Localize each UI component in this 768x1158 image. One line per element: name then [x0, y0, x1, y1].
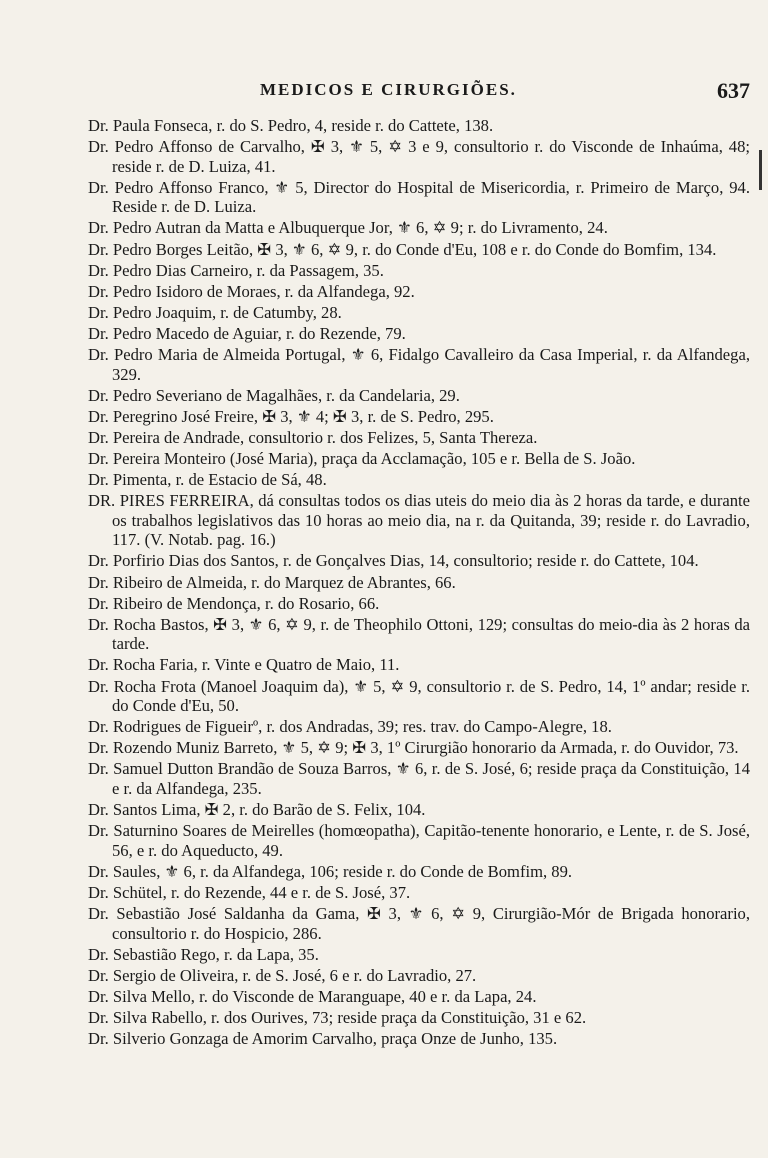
list-item: Dr. Rocha Faria, r. Vinte e Quatro de Maio, 11. — [88, 655, 400, 675]
list-item: Dr. Pedro Affonso Franco, ⚜ 5, Director do Hospital de Misericordia, r. Primeiro de Março, 94. Reside r. de D. Luiza. — [88, 177, 750, 217]
running-head: MEDICOS E CIRURGIÕES. — [260, 80, 517, 99]
list-item: Dr. Schütel, r. do Rezende, 44 e r. de S. José, 37. — [88, 882, 411, 902]
page-number: 637 — [717, 78, 750, 103]
list-item: Dr. Saturnino Soares de Meirelles (homœopatha), Capitão-tenente honorario, e Lente, r. de S. José, 56, e r. do Aqueducto, 49. — [88, 821, 750, 860]
list-item: Dr. Silva Mello, r. do Visconde de Maranguape, 40 e r. da Lapa, 24. — [88, 986, 537, 1006]
list-item: Dr. Pedro Joaquim, r. de Catumby, 28. — [88, 302, 342, 322]
list-item: Dr. Rozendo Muniz Barreto, ⚜ 5, ✡ 9; ✠ 3, 1º Cirurgião honorario da Armada, r. do Ouvidor, 73. — [88, 738, 739, 758]
list-item: Dr. Pedro Severiano de Magalhães, r. da Candelaria, 29. — [88, 385, 460, 405]
list-item: Dr. Pereira de Andrade, consultorio r. dos Felizes, 5, Santa Thereza. — [88, 427, 538, 447]
list-item: Dr. Pedro Isidoro de Moraes, r. da Alfandega, 92. — [88, 281, 415, 301]
list-item: Dr. Rocha Bastos, ✠ 3, ⚜ 6, ✡ 9, r. de Theophilo Ottoni, 129; consultas do meio-dia às 2 horas da tarde. — [88, 614, 750, 654]
list-item: Dr. Sebastião Rego, r. da Lapa, 35. — [88, 944, 319, 964]
list-item: Dr. Pedro Borges Leitão, ✠ 3, ⚜ 6, ✡ 9, r. do Conde d'Eu, 108 e r. do Conde do Bomfim, 134. — [88, 239, 717, 259]
list-item: Dr. Pereira Monteiro (José Maria), praça da Acclamação, 105 e r. Bella de S. João. — [88, 449, 636, 468]
list-item: Dr. Santos Lima, ✠ 2, r. do Barão de S. Felix, 104. — [88, 800, 426, 820]
list-item: Dr. Sebastião José Saldanha da Gama, ✠ 3, ⚜ 6, ✡ 9, Cirurgião-Mór de Brigada honorario, consultorio r. do Hospicio, 286. — [88, 904, 750, 943]
list-item: Dr. Paula Fonseca, r. do S. Pedro, 4, reside r. do Cattete, 138. — [88, 116, 494, 135]
list-item: Dr. Pedro Macedo de Aguiar, r. do Rezende, 79. — [88, 323, 406, 343]
entry-list — [0, 116, 768, 1050]
page-header — [90, 78, 758, 108]
list-item: Dr. Saules, ⚜ 6, r. da Alfandega, 106; reside r. do Conde de Bomfim, 89. — [88, 861, 573, 881]
list-item: Dr. Silva Rabello, r. dos Ourives, 73; reside praça da Constituição, 31 e 62. — [88, 1008, 587, 1028]
list-item: Dr. Sergio de Oliveira, r. de S. José, 6 e r. do Lavradio, 27. — [88, 965, 477, 985]
list-item: Dr. Rocha Frota (Manoel Joaquim da), ⚜ 5, ✡ 9, consultorio r. de S. Pedro, 14, 1º andar; reside r. do Conde d'Eu, 50. — [88, 676, 750, 716]
list-item: Dr. Pedro Maria de Almeida Portugal, ⚜ 6, Fidalgo Cavalleiro da Casa Imperial, r. da Alfandega, 329. — [88, 345, 750, 384]
list-item: Dr. Pedro Autran da Matta e Albuquerque Jor, ⚜ 6, ✡ 9; r. do Livramento, 24. — [88, 218, 608, 238]
list-item: DR. PIRES FERREIRA, dá consultas todos os dias uteis do meio dia às 2 horas da tarde, e durante os trabalhos legislativos das 10 horas ao meio dia, na r. da Quitanda, 39; reside r. do Lavradio, 117. (V. Notab. pag. 16.) — [88, 491, 750, 550]
list-item: Dr. Pedro Affonso de Carvalho, ✠ 3, ⚜ 5, ✡ 3 e 9, consultorio r. do Visconde de Inhaúma, 48; reside r. de D. Luiza, 41. — [88, 137, 750, 176]
list-item: Dr. Pimenta, r. de Estacio de Sá, 48. — [88, 470, 327, 490]
list-item: Dr. Silverio Gonzaga de Amorim Carvalho, praça Onze de Junho, 135. — [88, 1029, 558, 1049]
list-item: Dr. Peregrino José Freire, ✠ 3, ⚜ 4; ✠ 3, r. de S. Pedro, 295. — [88, 406, 494, 426]
list-item: Dr. Pedro Dias Carneiro, r. da Passagem, 35. — [88, 260, 384, 280]
list-item: Dr. Samuel Dutton Brandão de Souza Barros, ⚜ 6, r. de S. José, 6; reside praça da Constituição, 14 e r. da Alfandega, 235. — [88, 759, 750, 798]
list-item: Dr. Ribeiro de Almeida, r. do Marquez de Abrantes, 66. — [88, 572, 456, 592]
list-item: Dr. Rodrigues de Figueirº, r. dos Andradas, 39; res. trav. do Campo-Alegre, 18. — [88, 717, 612, 737]
list-item: Dr. Ribeiro de Mendonça, r. do Rosario, 66. — [88, 593, 380, 613]
list-item: Dr. Porfirio Dias dos Santos, r. de Gonçalves Dias, 14, consultorio; reside r. do Cattete, 104. — [88, 551, 699, 571]
